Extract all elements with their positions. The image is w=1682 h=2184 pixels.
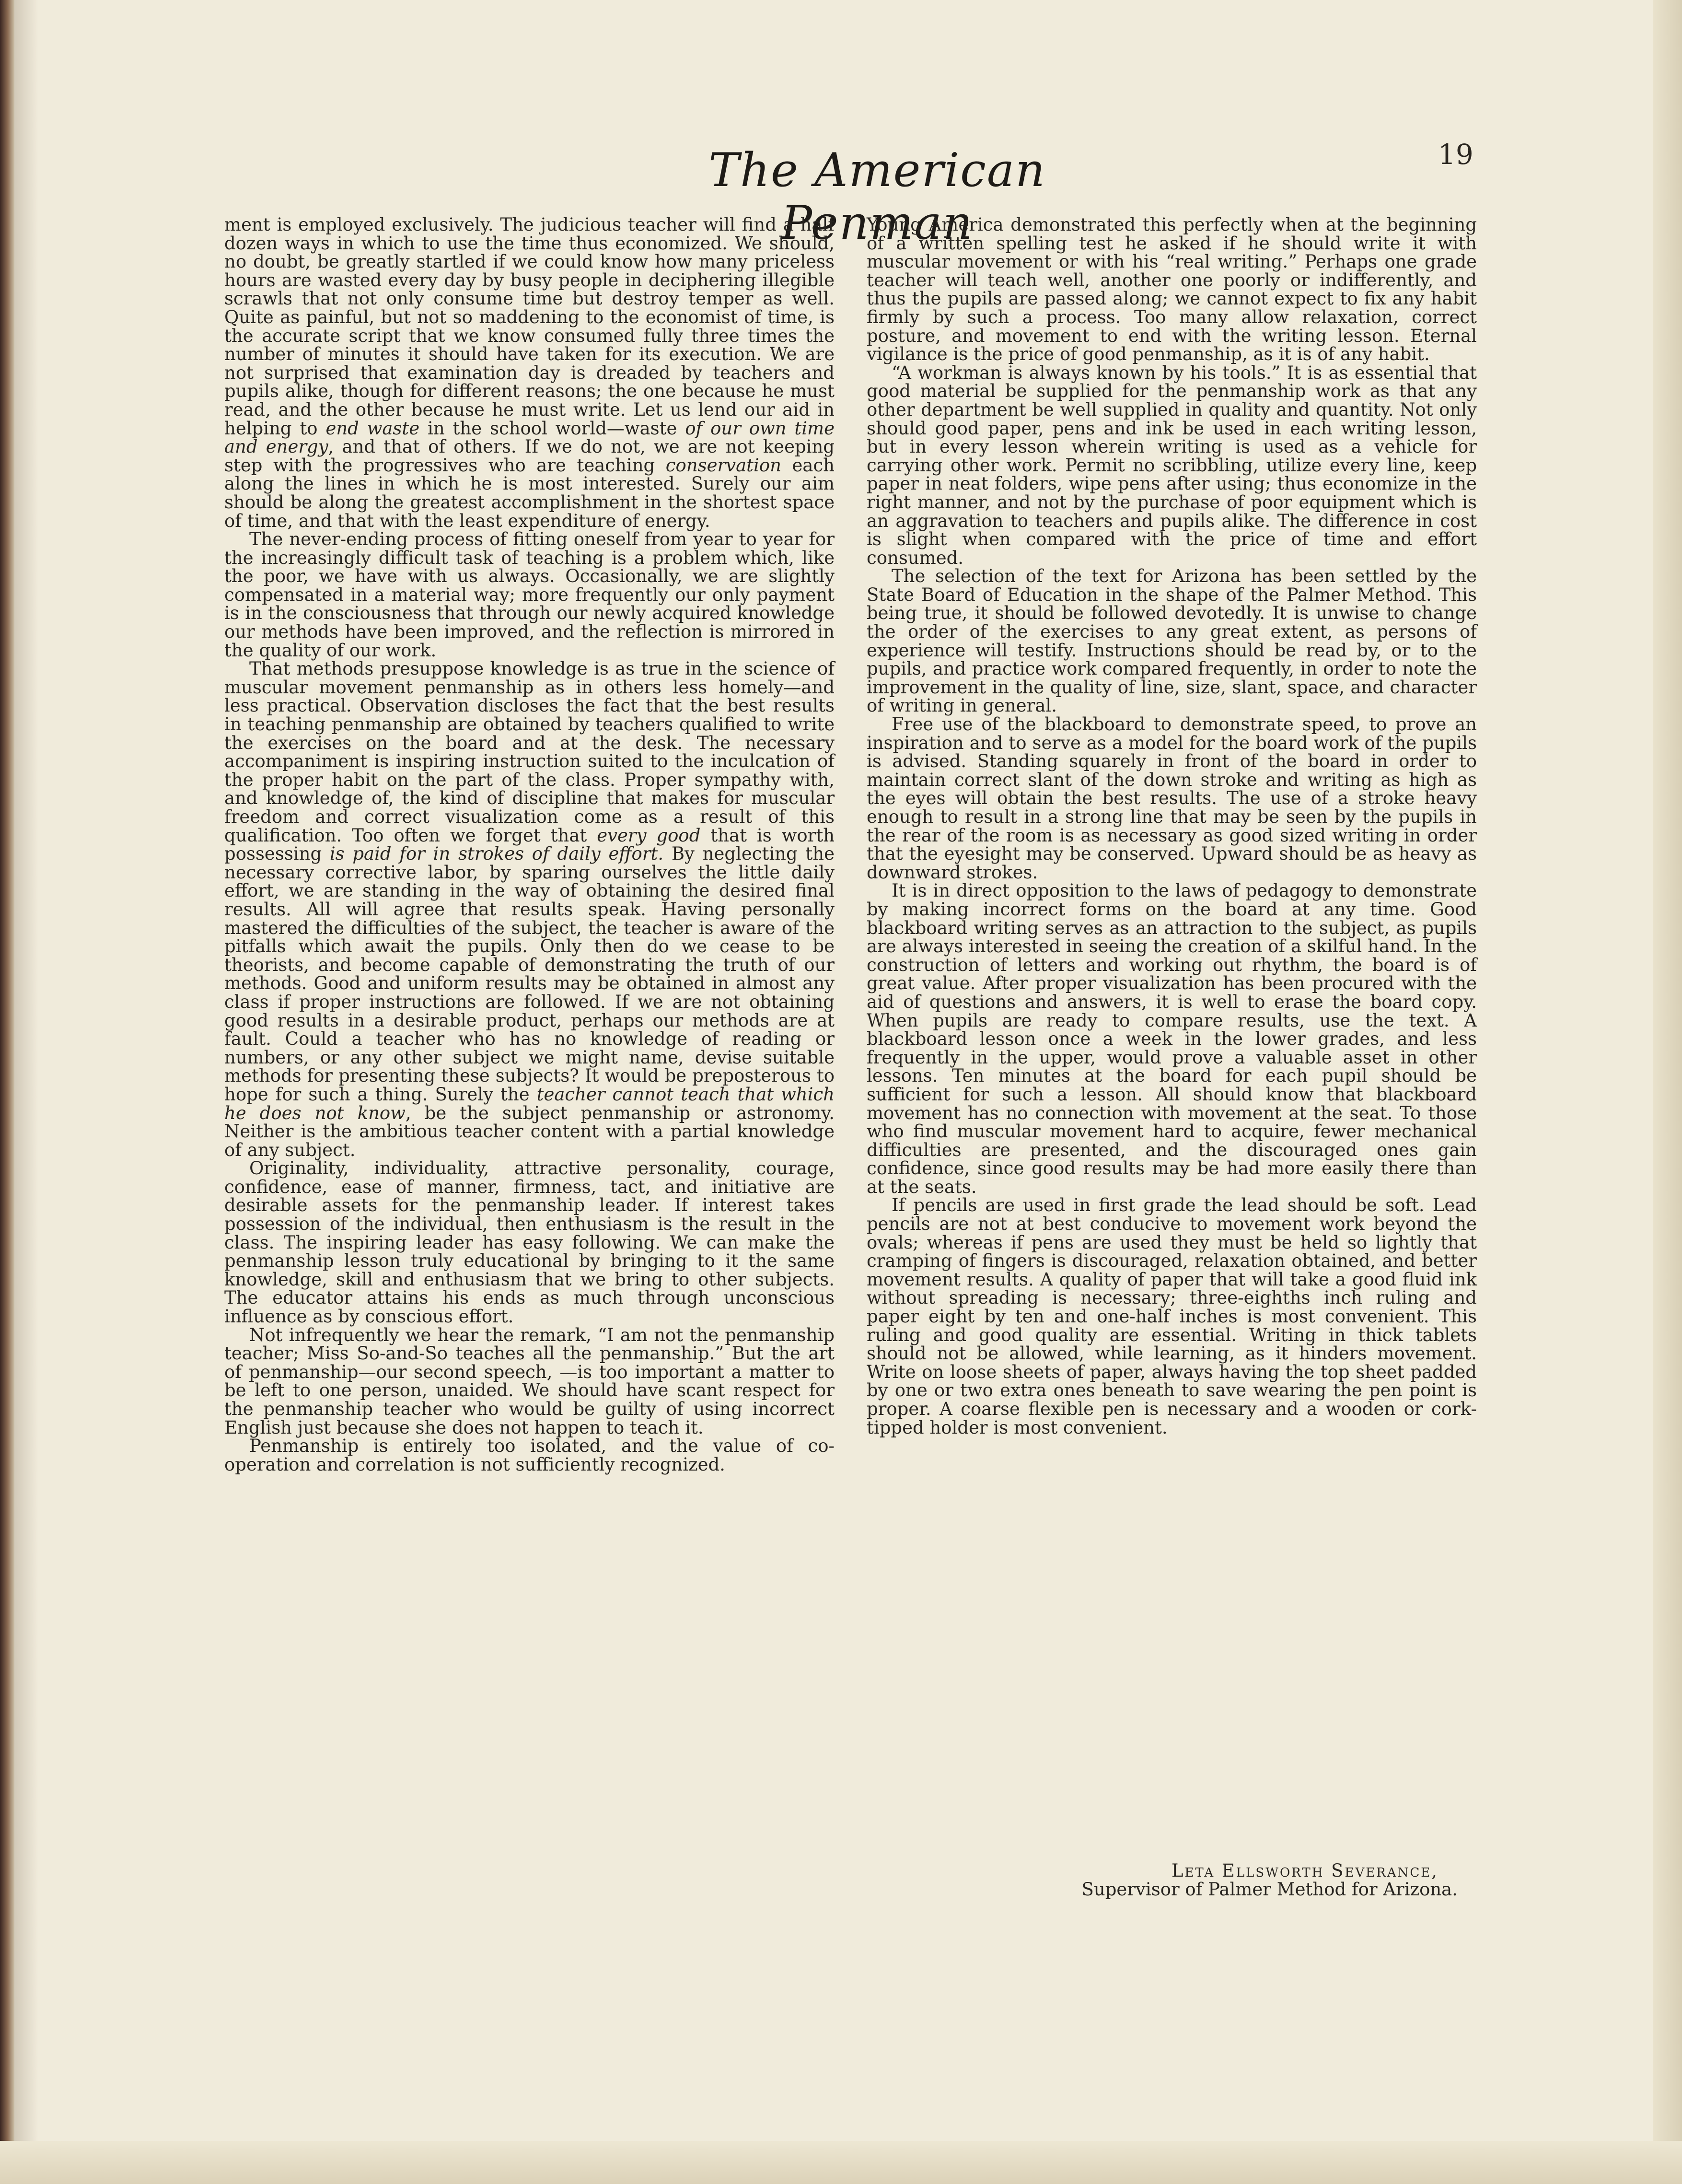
right-column — [867, 216, 1477, 1437]
text-run: The selection of the text for Arizona has been settled by the State Board of Education in the shape of the Palmer Method. This being true, it should be followed devotedly. It is unwise to change the order of the exercises to any great extent, as persons of experience will testify. Instructions should be read by, or to the pupils, and practice work compared frequently, in order to note the improvement in the quality of line, size, slant, space, and character of writing in general. — [867, 566, 1477, 716]
italic-phrase: teacher cannot teach that which he does not know — [224, 1084, 835, 1123]
author-name: Leta Ellsworth Severance, — [1171, 1860, 1438, 1881]
text-run: That methods presuppose knowledge is as true in the science of muscular movement penmanship as in others less homely—and less practical. Observation discloses the fact that the best results in teaching penmanship are obtained by teachers qualified to write the exercises on the board and at the desk. The necessary accompaniment is inspiring instruction suited to the inculcation of the proper habit on the part of the class. Proper sympathy with, and knowledge of, the kind of discipline that makes for muscular freedom and correct visualization come as a result of this qualification. Too often we forget that — [224, 658, 835, 846]
gutter-shadow — [14, 0, 38, 2184]
text-run: each along the lines in which he is most interested. Surely our aim should be along the greatest accomplishment in the shortest space of time, and that with the least expenditure of energy. — [224, 455, 835, 531]
text-run: in the school world—waste — [419, 418, 685, 439]
text-run: By neglecting the necessary corrective labor, by sparing ourselves the little daily effort, we are standing in the way of obtaining the desired final results. All will agree that results speak. Having personally mastered the difficulties of the subject, the teacher is aware of the pitfalls which await the pupils. Only then do we cease to be theorists, and become capable of demonstrating the truth of our methods. Good and uniform results may be obtained in almost any class if proper instructions are followed. If we are not obtaining good results in a desirable product, perhaps our methods are at fault. Could a teacher who has no knowledge of reading or numbers, or any other subject we might name, devise suitable methods for presenting these subjects? It would be preposterous to hope for such a thing. Surely the — [224, 843, 835, 1105]
paragraph — [867, 364, 1477, 568]
text-run: ment is employed exclusively. The judicious teacher will find a half dozen ways in which to use the time thus economized. We should, no doubt, be greatly startled if we could know how many priceless hours are wasted every day by busy people in deciphering illegible scrawls that not only consume time but destroy temper as well. Quite as painful, but not so maddening to the economist of time, is the accurate script that we know consumed fully three times the number of minutes it should have taken for its execution. We are not surprised that examination day is dreaded by teachers and pupils alike, though for different reasons; the one because he must read, and the other because he must write. Let us lend our aid in helping to — [224, 214, 835, 439]
text-run: Free use of the blackboard to demonstrate speed, to prove an inspiration and to serve as a model for the board work of the pupils is advised. Standing squarely in front of the board in order to maintain correct slant of the down stroke and writing as high as the eyes will obtain the best results. The use of a stroke heavy enough to result in a strong line that may be seen by the pupils in the rear of the room is as necessary as good sized writing in order that the eyesight may be conserved. Upward should be as heavy as downward strokes. — [867, 714, 1477, 883]
paragraph — [224, 1159, 835, 1326]
paragraph — [224, 1437, 835, 1474]
italic-phrase: is paid for in strokes of daily effort. — [329, 843, 664, 864]
text-run: Penmanship is entirely too isolated, and the value of co-operation and correlation is not sufficiently recognized. — [224, 1436, 835, 1475]
book-spine — [0, 0, 14, 2184]
italic-phrase: every good — [597, 825, 701, 846]
paragraph — [224, 1326, 835, 1437]
page-number: 19 — [1438, 138, 1473, 171]
author-title: Supervisor of Palmer Method for Arizona. — [1081, 1879, 1458, 1900]
text-run: Young America demonstrated this perfectly when at the beginning of a written spelling test he asked if he should write it with muscular movement or with his “real writing.” Perhaps one grade teacher will teach well, another one poorly or indifferently, and thus the pupils are passed along; we cannot expect to fix any habit firmly by such a process. Too many allow relaxation, correct posture, and movement to end with the writing lesson. Eternal vigilance is the price of good penmanship, as it is of any habit. — [867, 214, 1477, 365]
text-run: The never-ending process of fitting oneself from year to year for the increasingly difficult task of teaching is a problem which, like the poor, we have with us always. Occasionally, we are slightly compensated in a material way; more frequently our only payment is in the consciousness that through our newly acquired knowledge our methods have been improved, and the reflection is mirrored in the quality of our work. — [224, 529, 835, 661]
italic-phrase: of our own time and energy — [224, 418, 835, 457]
paragraph — [224, 216, 835, 530]
text-run: , be the subject penmanship or astronomy. Neither is the ambitious teacher content with a partial knowledge of any subject. — [224, 1102, 835, 1160]
paragraph — [867, 216, 1477, 364]
masthead-title: The American Penman — [708, 143, 1046, 250]
paragraph — [224, 530, 835, 660]
paragraph — [867, 567, 1477, 715]
page-bottom-edge — [0, 2141, 1682, 2184]
paragraph — [224, 660, 835, 1159]
paragraph — [867, 882, 1477, 1196]
paragraph — [867, 715, 1477, 882]
italic-phrase: conservation — [665, 455, 781, 476]
signature-block — [867, 1862, 1477, 1899]
text-run: , and that of others. If we do not, we are not keeping step with the progressives who are teaching — [224, 436, 835, 476]
text-run: It is in direct opposition to the laws of pedagogy to demonstrate by making incorrect forms on the board at any time. Good blackboard writing serves as an attraction to the subject, as pupils are always interested in seeing the creation of a skilful hand. In the construction of letters and working out rhythm, the board is of great value. After proper visualization has been procured with the aid of questions and answers, it is well to erase the board copy. When pupils are ready to compare results, use the text. A blackboard lesson once a week in the lower grades, and less frequently in the upper, would prove a valuable asset in other lessons. Ten minutes at the board for each pupil should be sufficient for such a lesson. All should know that blackboard movement has no connection with movement at the seat. To those who find muscular movement hard to acquire, fewer mechanical difficulties are presented, and the discouraged ones gain confidence, since good results may be had more easily there than at the seats. — [867, 880, 1477, 1197]
left-column — [224, 216, 835, 1474]
text-run: that is worth possessing — [224, 825, 835, 864]
page-edge — [1653, 0, 1682, 2184]
paragraph — [867, 1196, 1477, 1437]
text-run: If pencils are used in first grade the lead should be soft. Lead pencils are not at best conducive to movement work beyond the ovals; whereas if pens are used they must be held so lightly that cramping of fingers is discouraged, relaxation obtained, and better movement results. A quality of paper that will take a good fluid ink without spreading is necessary; three-eighths inch ruling and paper eight by ten and one-half inches is most convenient. This ruling and good quality are essential. Writing in thick tablets should not be allowed, while learning, as it hinders movement. Write on loose sheets of paper, always having the top sheet padded by one or two extra ones beneath to save wearing the pen point is proper. A coarse flexible pen is necessary and a wooden or cork-tipped holder is most convenient. — [867, 1195, 1477, 1438]
text-run: Not infrequently we hear the remark, “I am not the penmanship teacher; Miss So-and-So teaches all the penmanship.” But the art of penmanship—our second speech, —is too important a matter to be left to one person, unaided. We should have scant respect for the penmanship teacher who would be guilty of using incorrect English just because she does not happen to teach it. — [224, 1324, 835, 1438]
text-run: “A workman is always known by his tools.” It is as essential that good material be supplied for the penmanship work as that any other department be well supplied in quality and quantity. Not only should good paper, pens and ink be used in each writing lesson, but in every lesson wherein writing is used as a vehicle for carrying other work. Permit no scribbling, utilize every line, keep paper in neat folders, wipe pens after using; thus economize in the right manner, and not by the purchase of poor equipment which is an aggravation to teachers and pupils alike. The difference in cost is slight when compared with the price of time and effort consumed. — [867, 362, 1477, 568]
text-run: Originality, individuality, attractive personality, courage, confidence, ease of manner, firmness, tact, and initiative are desirable assets for the penmanship leader. If interest takes possession of the individual, then enthusiasm is the result in the class. The inspiring leader has easy following. We can make the penmanship lesson truly educational by bringing to it the same knowledge, skill and enthusiasm that we bring to other subjects. The educator attains his ends as much through unconscious influence as by conscious effort. — [224, 1158, 835, 1327]
italic-phrase: end waste — [325, 418, 420, 439]
